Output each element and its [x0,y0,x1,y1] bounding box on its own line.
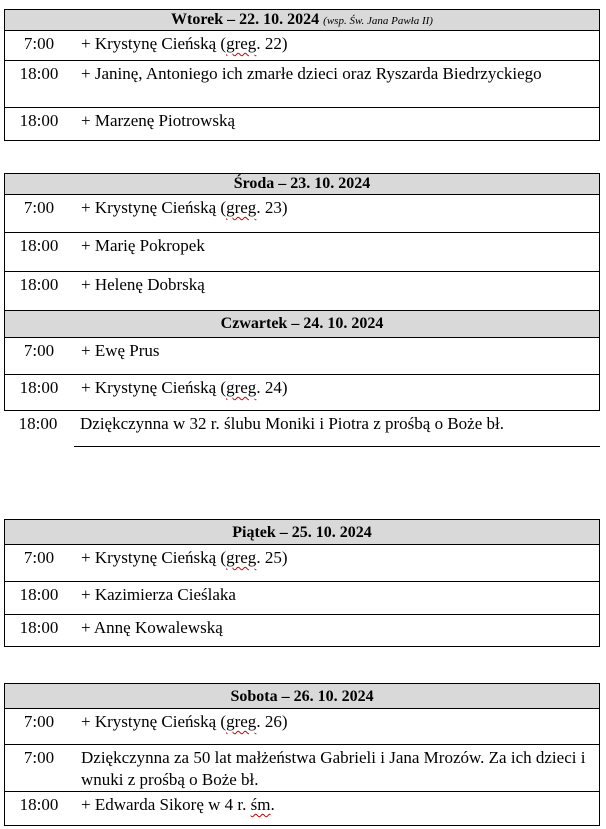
mass-intention: + Krystynę Cieńską (greg. 25) [81,548,288,567]
mass-row [4,272,600,311]
mass-row [4,375,600,411]
mass-time: 7:00 [23,34,55,53]
mass-intention: Dziękczynna za 50 lat małżeństwa Gabrieli i Jana Mrozów. Za ich dzieci i wnuki z prośbą o Boże bł. [81,748,586,789]
mass-intention: + Janinę, Antoniego ich zmarłe dzieci oraz Ryszarda Biedrzyckiego [81,64,542,83]
mass-time: 7:00 [23,341,55,360]
mass-time: 18:00 [19,378,59,397]
mass-row [4,195,600,233]
day-header [4,173,600,195]
mass-intention: + Ewę Prus [81,341,160,360]
mass-time: 7:00 [23,748,55,767]
mass-intention: Dziękczynna w 32 r. ślubu Moniki i Piotra z prośbą o Boże bł. [80,414,504,433]
mass-time: 18:00 [19,795,59,814]
mass-time: 18:00 [19,236,59,255]
mass-row [4,709,600,745]
day-header [4,519,600,545]
day-title: Piątek – 25. 10. 2024 [232,524,372,541]
mass-intention: + Helenę Dobrską [81,275,205,294]
mass-time: 18:00 [18,414,58,433]
mass-intention: + Krystynę Cieńską (greg. 26) [81,712,288,731]
day-table-saturday [4,683,600,826]
day-note: (wsp. Św. Jana Pawła II) [323,15,433,27]
mass-intention: + Krystynę Cieńską (greg. 22) [81,34,288,53]
mass-time: 7:00 [23,548,55,567]
mass-row [4,31,600,61]
mass-time: 18:00 [19,585,59,604]
mass-row [4,745,600,792]
mass-intention: + Annę Kowalewską [81,618,223,637]
mass-row [4,615,600,647]
day-table-tuesday [4,9,600,141]
mass-time: 7:00 [23,712,55,731]
mass-row [4,233,600,272]
day-table-wednesday [4,173,600,447]
day-title: Wtorek – 22. 10. 2024 [171,11,320,28]
mass-row [4,338,600,375]
mass-time: 18:00 [19,111,59,130]
day-title: Środa – 23. 10. 2024 [233,175,371,192]
mass-row [4,411,600,447]
mass-time: 7:00 [23,198,55,217]
mass-row [4,792,600,826]
mass-row [4,545,600,582]
day-title: Sobota – 26. 10. 2024 [230,688,374,705]
mass-row [4,61,600,108]
mass-time: 18:00 [19,64,59,83]
mass-time: 18:00 [19,275,59,294]
mass-row [4,582,600,615]
mass-row [4,108,600,141]
day-header [4,311,600,338]
mass-intention: + Krystynę Cieńską (greg. 23) [81,198,288,217]
row-divider [74,446,600,447]
mass-intention: + Edwarda Sikorę w 4 r. śm. [81,795,275,814]
day-title: Czwartek – 24. 10. 2024 [220,315,384,332]
day-table-friday [4,519,600,647]
day-header [4,9,600,31]
mass-intention: + Krystynę Cieńską (greg. 24) [81,378,288,397]
mass-intention: + Marię Pokropek [81,236,205,255]
mass-intention: + Kazimierza Cieślaka [81,585,236,604]
day-header [4,683,600,709]
mass-time: 18:00 [19,618,59,637]
mass-intention: + Marzenę Piotrowską [81,111,236,130]
